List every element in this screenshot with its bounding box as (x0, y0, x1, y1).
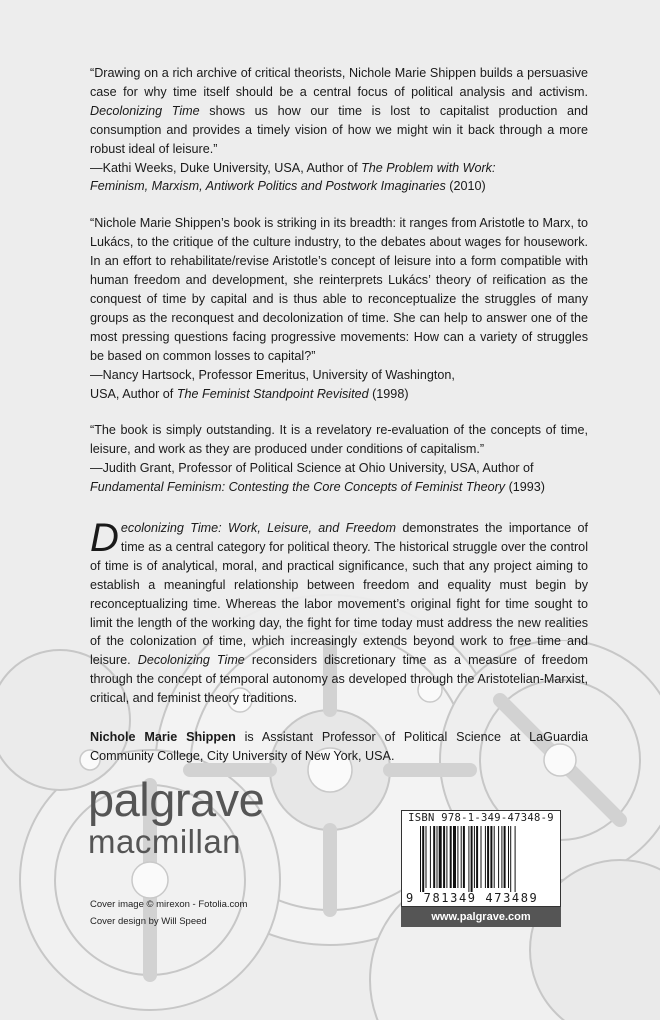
blurb-hartsock: “Nichole Marie Shippen’s book is striking in its breadth: it ranges from Aristotle to Marx, to Lukács, to the critique of the culture industry, to the debates about wages for housework. In an effort to rehabilitate/revise Aristotle’s concept of leisure into a form compatible with human freedom and development, she reinterprets Lukács’ theory of reification as the conquest of time by capital and is thus able to reconceptualize the struggles of many groups as the reconquest and decolonization of time. She can help to answer one of the most pressing questions facing progressive movements: How can a variety of struggles be based on common losses to capital?” (90, 216, 588, 363)
back-cover-text (90, 64, 588, 766)
isbn-barcode (401, 810, 561, 907)
publisher-url: www.palgrave.com (401, 907, 561, 927)
isbn-label: ISBN 978-1-349-47348-9 (408, 812, 554, 824)
barcode-number: 9 781349 473489 (406, 891, 539, 905)
cover-design-credit: Cover design by Will Speed (90, 916, 207, 927)
barcode-bars (420, 826, 544, 892)
author-name: Nichole Marie Shippen (90, 730, 236, 745)
book-description: Decolonizing Time: Work, Leisure, and Freedom demonstrates the importance of time as a central category for political theory. The historical struggle over the control of time is of analytical, moral, and practical significance, such that any project aiming to establish a meaningful relationship between freedom and equality must begin by reconceptualizing time. Whereas the labor movement’s original fight for time sought to limit the length of the working day, the fight for time today must address the new realities of the colonization of time, which increasingly extends beyond work to free time and leisure. Decolonizing Time reconsiders discretionary time as a measure of freedom through the concept of temporal autonomy as developed through the Aristotelian-Marxist, critical, and feminist theory traditions. (90, 516, 588, 706)
drop-cap: D (90, 516, 119, 561)
cover-image-credit: Cover image © mirexon - Fotolia.com (90, 899, 248, 910)
palgrave-macmillan-logo (88, 773, 265, 860)
blurb-hartsock-attribution: —Nancy Hartsock, Professor Emeritus, University of Washington, USA, Author of The Feminist Standpoint Revisited (1998) (90, 367, 455, 401)
blurb-grant-attribution: —Judith Grant, Professor of Political Science at Ohio University, USA, Author of Fundamental Feminism: Contesting the Core Concepts of Feminist Theory (1993) (90, 461, 545, 495)
logo-palgrave: palgrave (88, 773, 265, 826)
blurb-weeks-attribution: —Kathi Weeks, Duke University, USA, Author of The Problem with Work: Feminism, Marxism, Antiwork Politics and Postwork Imaginaries (2010) (90, 160, 496, 194)
cover-credits (90, 896, 247, 930)
logo-macmillan: macmillan (88, 823, 242, 860)
blurb-grant: “The book is simply outstanding. It is a revelatory re-evaluation of the concepts of time, leisure, and work as they are produced under conditions of capitalism.” (90, 423, 588, 457)
blurb-weeks: “Drawing on a rich archive of critical theorists, Nichole Marie Shippen builds a persuasive case for why time itself should be a central focus of political analysis and activism. Decolonizing Time shows us how our time is lost to capitalist production and consumption and provides a timely vision of how we might win it back through a more robust ideal of leisure.” (90, 66, 588, 156)
author-bio: Nichole Marie Shippen is Assistant Professor of Political Science at LaGuardia Community College, City University of New York, USA. (90, 730, 588, 763)
